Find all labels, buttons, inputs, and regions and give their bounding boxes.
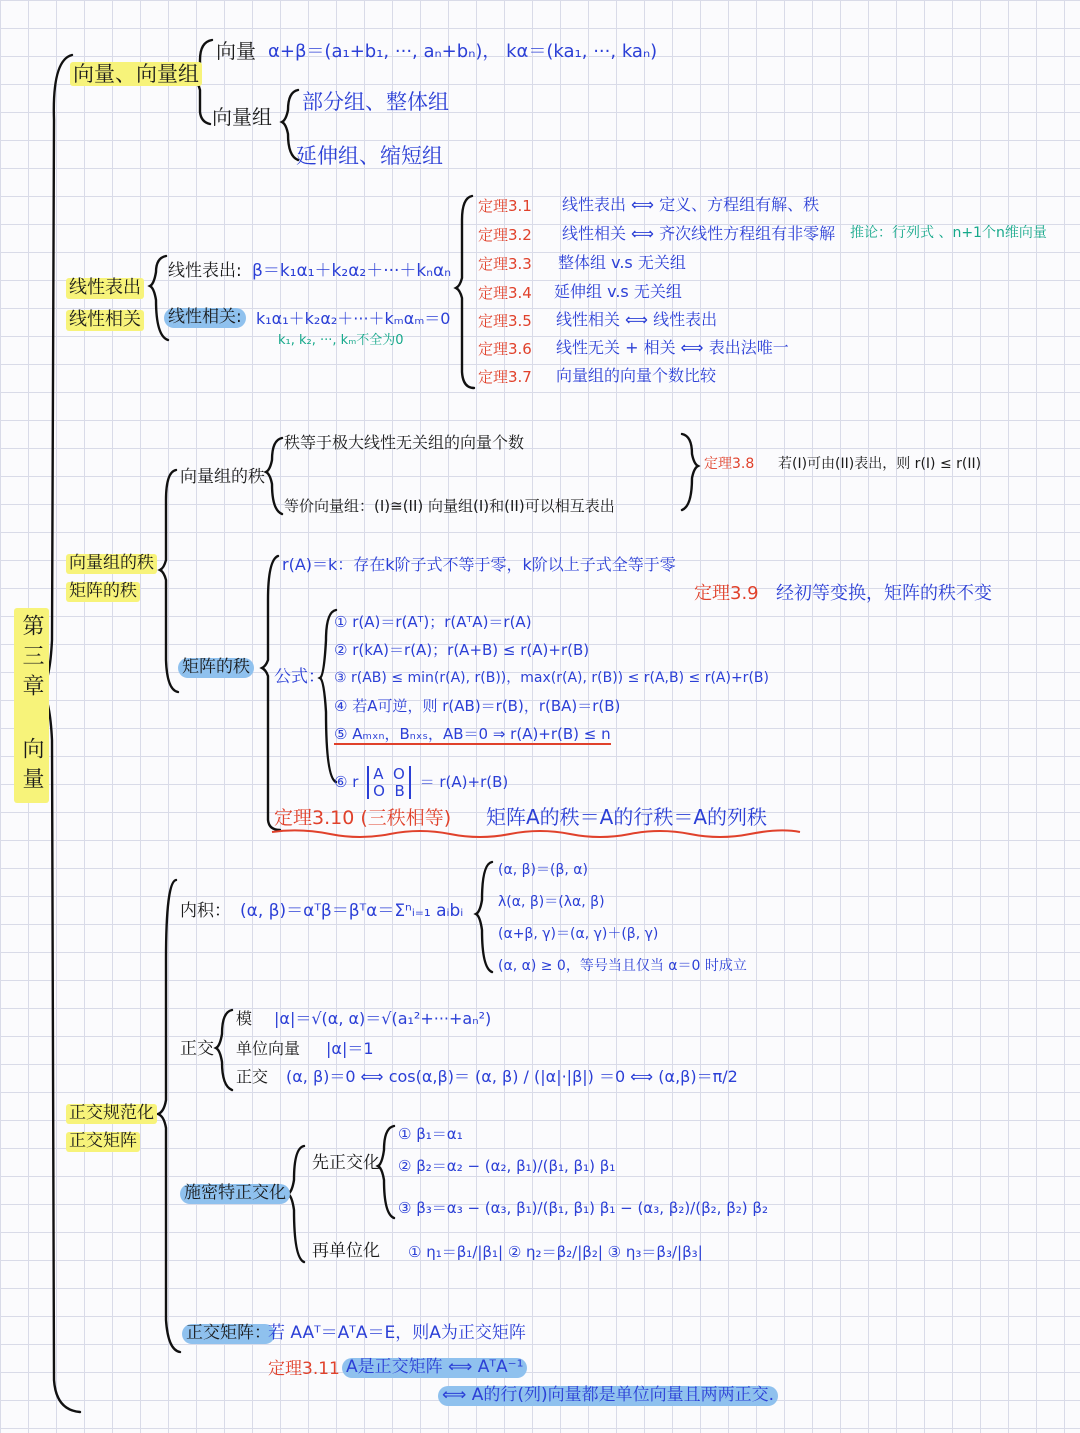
rank-definition: 秩等于极大线性无关组的向量个数: [284, 433, 525, 452]
vector-label: 向量: [216, 39, 256, 63]
orthogonal-def-label: 正交: [236, 1067, 269, 1086]
theorem-name: 定理3.5: [478, 312, 532, 330]
schmidt-step: ③ β₃＝α₃ − (α₃, β₁)/(β₁, β₁) β₁ − (α₃, β₂)/(β₂, β₂) β₂: [398, 1199, 769, 1217]
linear-dependence-label: 线性相关:: [164, 308, 246, 328]
theorem-name: 定理3.7: [478, 368, 532, 386]
schmidt-step: ① β₁＝α₁: [398, 1125, 463, 1143]
formula-label: 公式：: [274, 667, 325, 687]
theorem-3-11-name: 定理3.11: [268, 1359, 340, 1379]
orthogonal-label: 正交: [180, 1039, 214, 1059]
theorem-3-2-note: 推论：行列式 、n+1个n维向量: [850, 225, 1047, 241]
theorem-3-10-name: 定理3.10 (三秩相等): [274, 807, 452, 829]
section-orthogonal-label-1: 正交规范化: [66, 1104, 157, 1124]
matrix-rank-definition: r(A)＝k：存在k阶子式不等于零，k阶以上子式全等于零: [282, 555, 676, 574]
section-linear-label-1: 线性表出: [66, 278, 144, 299]
inner-product-property: λ(α, β)＝(λα, β): [498, 894, 605, 910]
orthogonal-formula: (α, β)＝0 ⟺ cos(α,β)＝ (α, β) / (|α|·|β|) ＝0 ⟺ (α,β)＝π/2: [286, 1067, 738, 1086]
unit-vector-formula: |α|＝1: [326, 1039, 374, 1058]
linear-dependence-note: k₁, k₂, ···, kₘ不全为0: [278, 333, 404, 348]
matrix-entry: B: [394, 781, 405, 800]
theorem-3-11-text: A是正交矩阵 ⟺ AᵀA⁻¹: [342, 1358, 527, 1378]
section-vectors-label: 向量、向量组: [70, 62, 202, 86]
rank-formula-6: [334, 766, 508, 799]
inner-product-property: (α, β)＝(β, α): [498, 862, 588, 878]
schmidt-label: 施密特正交化: [180, 1184, 290, 1204]
theorem-text: 延伸组 v.s 无关组: [554, 282, 682, 301]
theorem-3-8-text: 若(I)可由(II)表出，则 r(I) ≤ r(II): [778, 456, 982, 472]
theorem-3-9-name: 定理3.9: [694, 583, 759, 604]
theorem-text: 线性表出 ⟺ 定义、方程组有解、秩: [562, 195, 820, 214]
section-rank-label-2: 矩阵的秩: [66, 582, 140, 602]
rank-formula: ⑤ Aₘₓₙ，Bₙₓₛ，AB＝0 ⇒ r(A)+r(B) ≤ n: [334, 726, 611, 745]
rank-formula: ① r(A)＝r(Aᵀ)；r(AᵀA)＝r(A): [334, 613, 532, 631]
theorem-3-11-text-2: ⟺ A的行(列)向量都是单位向量且两两正交.: [438, 1386, 778, 1406]
theorem-name: 定理3.3: [478, 255, 532, 273]
rank-formula: ② r(kA)＝r(A)；r(A+B) ≤ r(A)+r(B): [334, 641, 590, 659]
theorem-text: 向量组的向量个数比较: [556, 366, 717, 385]
group-item-2: 延伸组、缩短组: [296, 144, 443, 168]
orthogonal-matrix-label: 正交矩阵：: [182, 1324, 275, 1344]
theorem-text: 线性相关 ⟺ 线性表出: [556, 310, 718, 329]
unit-vector-label: 单位向量: [236, 1039, 301, 1058]
linear-expression-formula: β＝k₁α₁＋k₂α₂＋···＋kₙαₙ: [252, 261, 452, 281]
theorem-name: 定理3.6: [478, 340, 532, 358]
vector-group-label: 向量组: [212, 105, 272, 129]
norm-formula: |α|＝√(α, α)＝√(a₁²+···+aₙ²): [274, 1009, 492, 1028]
theorem-3-10-text: 矩阵A的秩＝A的行秩＝A的列秩: [486, 805, 768, 829]
theorem-name: 定理3.4: [478, 284, 532, 302]
theorem-text: 线性相关 ⟺ 齐次线性方程组有非零解: [562, 224, 836, 243]
normalize-steps: ① η₁＝β₁/|β₁| ② η₂＝β₂/|β₂| ③ η₃＝β₃/|β₃|: [408, 1243, 703, 1261]
vector-group-rank-label: 向量组的秩: [180, 467, 265, 487]
rank-formula: ③ r(AB) ≤ min(r(A), r(B))，max(r(A), r(B)) ≤ r(A,B) ≤ r(A)+r(B): [334, 670, 769, 686]
vector-formula: α+β＝(a₁+b₁, ···, aₙ+bₙ)， kα＝(ka₁, ···, kaₙ): [268, 41, 658, 62]
section-orthogonal-label-2: 正交矩阵: [66, 1132, 140, 1152]
norm-label: 模: [236, 1009, 253, 1028]
theorem-text: 线性无关 + 相关 ⟺ 表出法唯一: [556, 338, 789, 357]
theorem-name: 定理3.2: [478, 226, 532, 244]
formula-6-prefix: ⑥ r: [334, 773, 359, 791]
inner-product-label: 内积：: [180, 901, 231, 921]
theorem-text: 整体组 v.s 无关组: [558, 253, 686, 272]
matrix-entry: O: [373, 781, 385, 800]
matrix-entry: A: [373, 765, 384, 783]
theorem-3-8-name: 定理3.8: [704, 456, 755, 472]
group-item-1: 部分组、整体组: [302, 90, 449, 114]
block-matrix: [367, 766, 411, 799]
linear-dependence-formula: k₁α₁＋k₂α₂＋···＋kₘαₘ＝0: [256, 309, 451, 328]
matrix-rank-label: 矩阵的秩: [178, 658, 254, 678]
orthogonal-matrix-def: 若 AAᵀ＝AᵀA＝E，则A为正交矩阵: [268, 1323, 526, 1343]
equivalent-groups: 等价向量组：(I)≅(II) 向量组(I)和(II)可以相互表出: [284, 497, 615, 515]
normalize-label: 再单位化: [312, 1241, 380, 1261]
inner-product-property: (α+β, γ)＝(α, γ)＋(β, γ): [498, 926, 659, 942]
inner-product-property: (α, α) ≥ 0，等号当且仅当 α＝0 时成立: [498, 958, 747, 974]
rank-formula: ④ 若A可逆，则 r(AB)＝r(B)，r(BA)＝r(B): [334, 697, 621, 715]
matrix-entry: O: [393, 765, 405, 783]
section-rank-label-1: 向量组的秩: [66, 554, 157, 574]
linear-expression-label: 线性表出:: [168, 261, 242, 281]
section-linear-label-2: 线性相关: [66, 310, 144, 331]
chapter-title: 第三章 向量: [14, 608, 49, 803]
inner-product-formula: (α, β)＝αᵀβ＝βᵀα＝Σⁿᵢ₌₁ aᵢbᵢ: [240, 901, 464, 921]
schmidt-step: ② β₂＝α₂ − (α₂, β₁)/(β₁, β₁) β₁: [398, 1157, 616, 1175]
formula-6-suffix: ＝ r(A)+r(B): [419, 773, 509, 791]
orthogonalize-first-label: 先正交化: [312, 1153, 380, 1173]
theorem-3-9-text: 经初等变换，矩阵的秩不变: [776, 583, 992, 604]
theorem-name: 定理3.1: [478, 197, 532, 215]
